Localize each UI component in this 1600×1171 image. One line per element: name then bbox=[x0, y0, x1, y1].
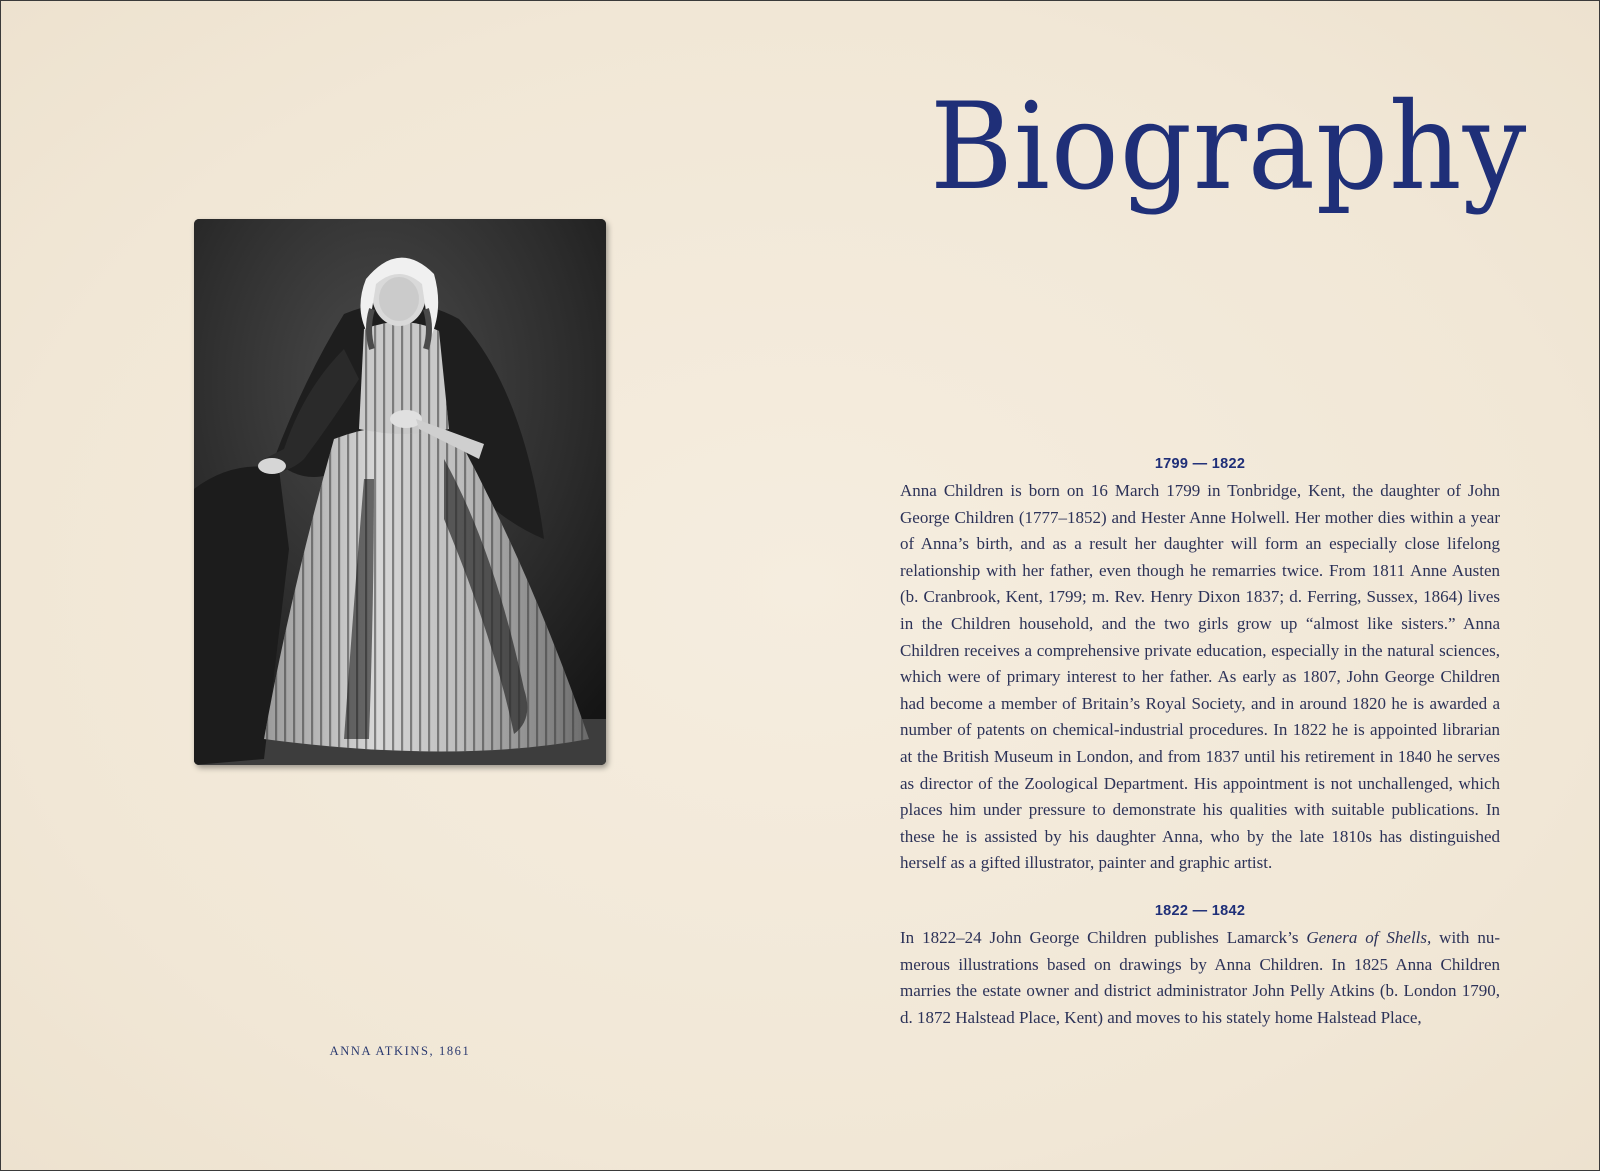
section-body bbox=[900, 925, 1500, 1031]
biography-section bbox=[900, 456, 1500, 877]
section-heading: 1799 — 1822 bbox=[1154, 456, 1246, 472]
section-body: Anna Children is born on 16 March 1799 in Tonbridge, Kent, the daughter of John George Children (1777–1852) and Hester Anne Holwell. Her mother dies within a year of Anna’s birth, and as a result her daughter will form an especially close lifelong relationship with her father, even though he remarries twice. From 1811 Anne Austen (b. Cranbrook, Kent, 1799; m. Rev. Henry Dixon 1837; d. Ferring, Sussex, 1864) lives in the Children household, and the two girls grow up “almost like sisters.” Anna Children receives a comprehensive private education, especially in the natural sciences, which were of primary interest to her father. As early as 1807, John George Children had become a member of Britain’s Royal Society, and in around 1820 he is awarded a number of patents on chemical-industrial procedures. In 1822 he is appointed librarian at the British Museum in London, and from 1837 until his retirement in 1840 he serves as director of the Zoological Department. His appointment is not unchallenged, which places him under pressure to demonstrate his qualities with suitable publications. In these he is assisted by his daughter Anna, who by the late 1810s has distinguished herself as a gifted illustrator, painter and graphic artist. bbox=[900, 481, 1500, 873]
body-text: In 1822–24 John George Children publishes Lamarck’s bbox=[900, 927, 1307, 947]
section-heading: 1822 — 1842 bbox=[1154, 902, 1246, 919]
body-text: with numerous illustrations based on drawings by Anna Children. In 1825 Anna Children marries the estate owner and district administrator John Pelly Atkins (b. London 1790, d. 1872 Halstead Place, Kent) and moves to his stately home Halstead Place, bbox=[900, 927, 1500, 1027]
page-title: Biography bbox=[930, 78, 1528, 217]
biography-text-column bbox=[900, 456, 1500, 1031]
biography-section bbox=[900, 903, 1500, 1031]
book-title: Genera of Shells, bbox=[1306, 927, 1432, 947]
portrait-photograph bbox=[194, 219, 606, 765]
photo-caption: ANNA ATKINS, 1861 bbox=[329, 1044, 471, 1058]
